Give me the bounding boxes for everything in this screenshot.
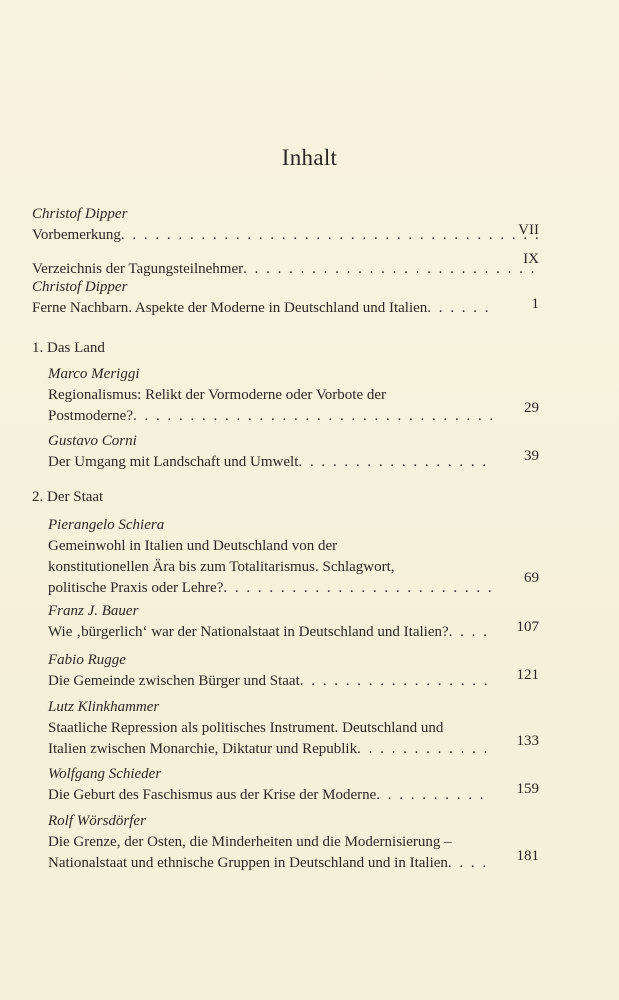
entry-author: Marco Meriggi <box>48 366 140 382</box>
entry-author: Christof Dipper <box>32 206 128 222</box>
entry-title-line: Nationalstaat und ethnische Gruppen in Deutschland und in Italien <box>48 855 448 871</box>
dot-leader <box>376 785 492 806</box>
entry-title: Verzeichnis der Tagungsteilnehmer <box>32 261 244 277</box>
entry-page-number: 181 <box>516 848 539 864</box>
entry-title-line: konstitutionellen Ära bis zum Totalitarismus. Schlagwort, <box>48 559 395 575</box>
dot-leader <box>448 853 492 874</box>
entry-title: Wie ‚bürgerlich‘ war der Nationalstaat in Deutschland und Italien? <box>48 624 449 640</box>
dot-leader <box>300 671 492 692</box>
entry-title-line: politische Praxis oder Lehre? <box>48 580 224 596</box>
toc-entry-landschaft <box>48 431 492 473</box>
toc-entry-repression <box>48 697 492 760</box>
toc-entry-vorbemerkung <box>32 204 542 246</box>
entry-title: Die Geburt des Faschismus aus der Krise der Moderne <box>48 787 377 803</box>
entry-page-number: 39 <box>524 448 539 464</box>
dot-leader <box>223 578 492 599</box>
toc-entry-ferne-nachbarn <box>32 277 542 319</box>
section-heading: 2. Der Staat <box>32 489 104 505</box>
entry-author: Lutz Klinkhammer <box>48 699 160 715</box>
entry-title-line: Regionalismus: Relikt der Vormoderne oder Vorbote der <box>48 387 387 403</box>
entry-title: Vorbemerkung <box>32 227 121 243</box>
entry-title: Die Gemeinde zwischen Bürger und Staat <box>48 673 300 689</box>
toc-entry-regionalismus <box>48 364 492 427</box>
toc-entry-faschismus <box>48 764 492 806</box>
dot-leader <box>357 739 492 760</box>
entry-page-number: 29 <box>524 400 539 416</box>
entry-author: Rolf Wörsdörfer <box>48 813 146 829</box>
toc-entry-nationalstaat <box>48 601 492 643</box>
entry-title-line: Italien zwischen Monarchie, Diktatur und Republik <box>48 741 358 757</box>
entry-author: Christof Dipper <box>32 279 128 295</box>
entry-author: Pierangelo Schiera <box>48 517 165 533</box>
page-title: Inhalt <box>281 145 338 170</box>
entry-page-number: 121 <box>516 667 539 683</box>
entry-author: Wolfgang Schieder <box>48 766 162 782</box>
entry-title-line: Postmoderne? <box>48 408 133 424</box>
entry-page-number: 133 <box>516 733 539 749</box>
entry-title-line: Staatliche Repression als politisches Instrument. Deutschland und <box>48 720 444 736</box>
dot-leader <box>121 225 542 246</box>
dot-leader <box>427 298 490 319</box>
toc-entry-grenze <box>48 811 492 874</box>
entry-page-number: 1 <box>531 296 539 312</box>
entry-page-number: 159 <box>516 781 539 797</box>
toc-entry-gemeinwohl <box>48 515 492 599</box>
entry-page-number: IX <box>523 251 539 267</box>
toc-entry-gemeinde <box>48 650 492 692</box>
entry-title-line: Die Grenze, der Osten, die Minderheiten und die Modernisierung – <box>48 834 452 850</box>
dot-leader <box>449 622 492 643</box>
entry-author: Franz J. Bauer <box>48 603 139 619</box>
entry-author: Gustavo Corni <box>48 433 137 449</box>
entry-title: Ferne Nachbarn. Aspekte der Moderne in Deutschland und Italien <box>32 300 428 316</box>
entry-page-number: 69 <box>524 570 539 586</box>
dot-leader <box>298 452 492 473</box>
entry-page-number: VII <box>518 222 539 238</box>
entry-author: Fabio Rugge <box>48 652 126 668</box>
dot-leader <box>133 406 492 427</box>
entry-title: Der Umgang mit Landschaft und Umwelt <box>48 454 299 470</box>
section-heading: 1. Das Land <box>32 340 105 356</box>
entry-page-number: 107 <box>516 619 539 635</box>
entry-title-line: Gemeinwohl in Italien und Deutschland von der <box>48 538 338 554</box>
